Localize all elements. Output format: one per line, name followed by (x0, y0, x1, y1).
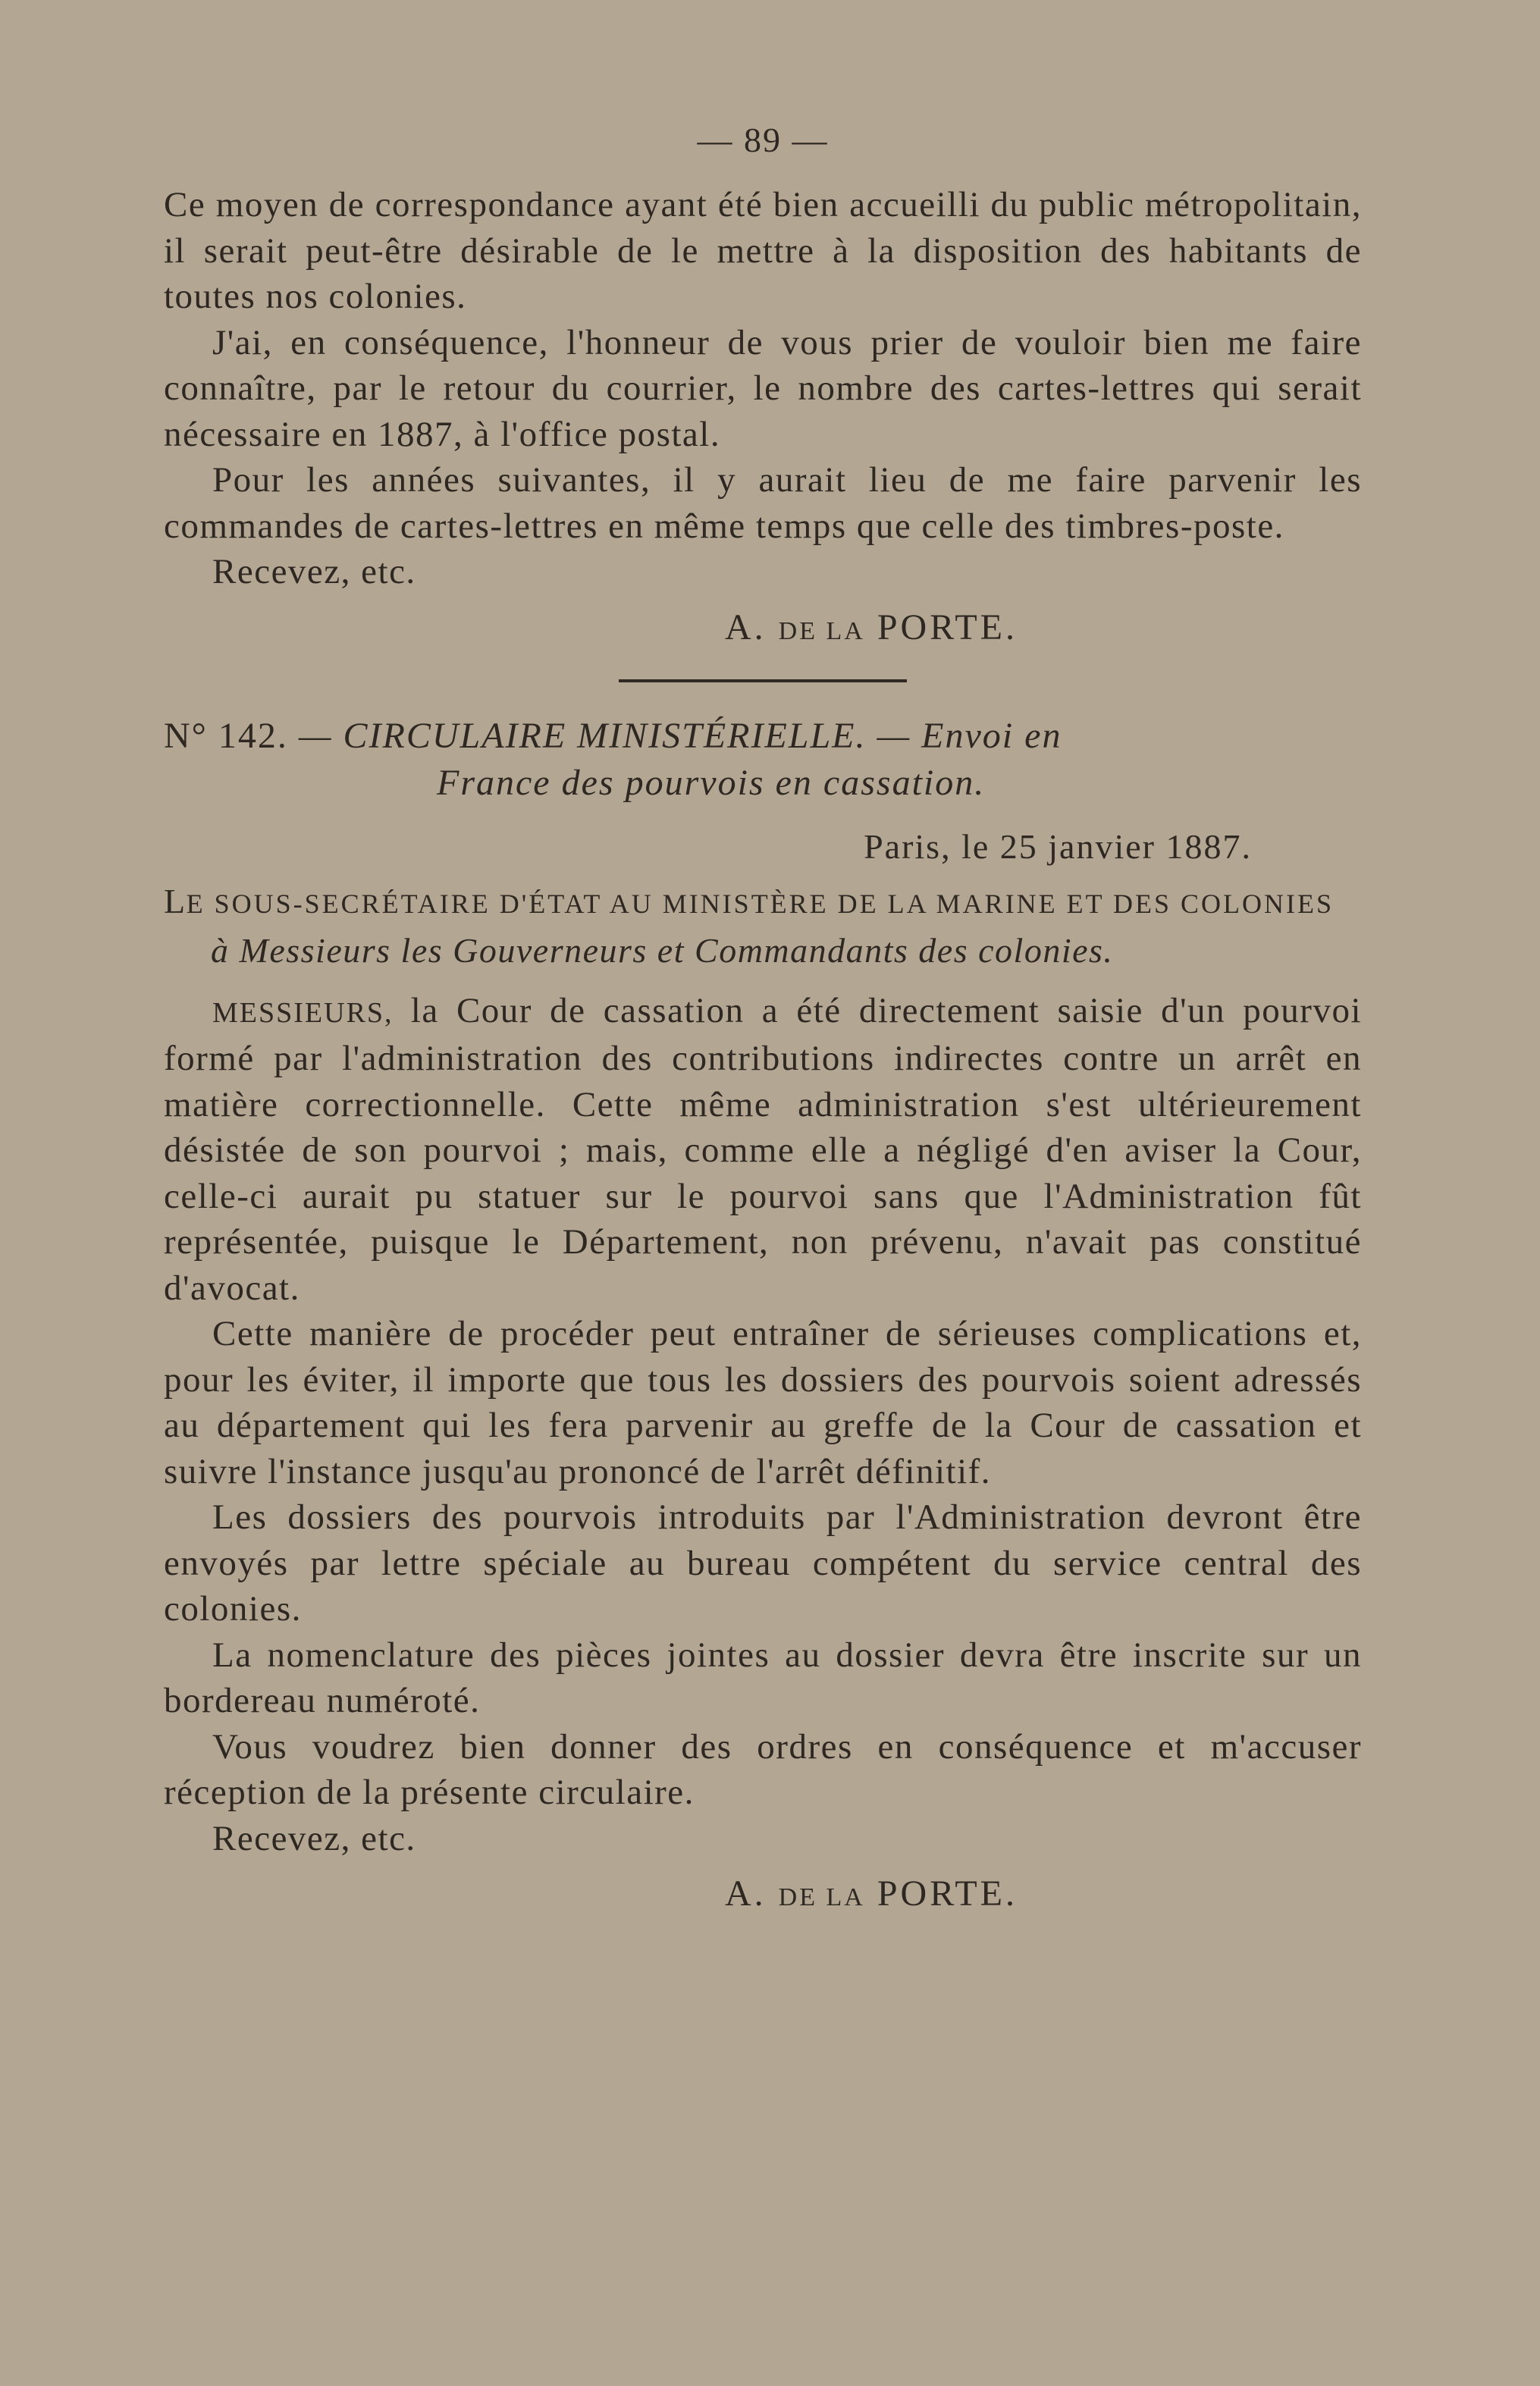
circular-heading (164, 713, 1362, 807)
circular-date: Paris, le 25 janvier 1887. (864, 826, 1252, 866)
section-divider (619, 679, 907, 682)
signature (725, 1867, 1362, 1924)
closing: Recevez, etc. (212, 552, 416, 591)
salutation: MESSIEURS, (212, 996, 394, 1029)
closing: Recevez, etc. (212, 1818, 416, 1858)
circular-title-line2: France des pourvois en cassation. (437, 762, 986, 803)
address-sender: E SOUS-SECRÉTAIRE D'ÉTAT AU MINISTÈRE DE LA MARINE ET DES COLONIES (186, 888, 1334, 919)
signature-name: PORTE. (877, 607, 1018, 647)
paragraph: La nomenclature des pièces jointes au dossier devra être inscrite sur un bordereau numéroté. (164, 1635, 1362, 1720)
signature (725, 601, 1362, 658)
signature-name: PORTE. (877, 1873, 1018, 1914)
paragraph-text: la Cour de cassation a été directement saisie d'un pourvoi formé par l'administration des contributions indirectes contre un arrêt en matière correctionnelle. Cette même administration s'est ultérieurement désistée de son pourvoi ; mais, comme elle a négligé d'en aviser la Cour, celle-ci aurait pu statuer sur le pourvoi sans que l'Administration fût représentée, puisque le Département, non prévenu, n'avait pas constitué d'avocat. (164, 990, 1363, 1308)
paragraph: J'ai, en conséquence, l'honneur de vous prier de vouloir bien me faire connaître, par le retour du courrier, le nombre des cartes-lettres qui serait nécessaire en 1887, à l'office postal. (164, 322, 1362, 454)
signature-particle: DE LA (778, 1883, 865, 1911)
paragraph (164, 988, 1362, 1312)
paragraph: Cette manière de procéder peut entraîner de sérieuses complications et, pour les éviter, il importe que tous les dossiers des pourvois soient adressés au département qui les fera parvenir au greffe de la Cour de cassation et suivre l'instance jusqu'au prononcé de l'arrêt définitif. (164, 1314, 1362, 1491)
page (164, 114, 1362, 1924)
circular-address (164, 878, 1362, 974)
address-recipients: à Messieurs les Gouverneurs et Commandants des colonies. (211, 930, 1114, 970)
signature-initial: A. (725, 1873, 767, 1914)
paragraph: Ce moyen de correspondance ayant été bien accueilli du public métropolitain, il serait peut-être désirable de le mettre à la disposition des habitants de toutes nos colonies. (164, 185, 1362, 316)
circular-number: N° 142. (164, 715, 288, 756)
signature-initial: A. (725, 607, 767, 647)
paragraph: Vous voudrez bien donner des ordres en conséquence et m'accuser réception de la présente circulaire. (164, 1726, 1362, 1812)
circular-title: — CIRCULAIRE MINISTÉRIELLE. — Envoi en (298, 715, 1062, 756)
paragraph: Les dossiers des pourvois introduits par l'Administration devront être envoyés par lettre spéciale au bureau compétent du service central des colonies. (164, 1497, 1362, 1629)
page-number: — 89 — (697, 121, 829, 159)
address-initial: L (164, 881, 187, 920)
signature-particle: DE LA (778, 616, 865, 645)
paragraph: Pour les années suivantes, il y aurait lieu de me faire parvenir les commandes de cartes-lettres en même temps que celle des timbres-poste. (164, 460, 1362, 546)
